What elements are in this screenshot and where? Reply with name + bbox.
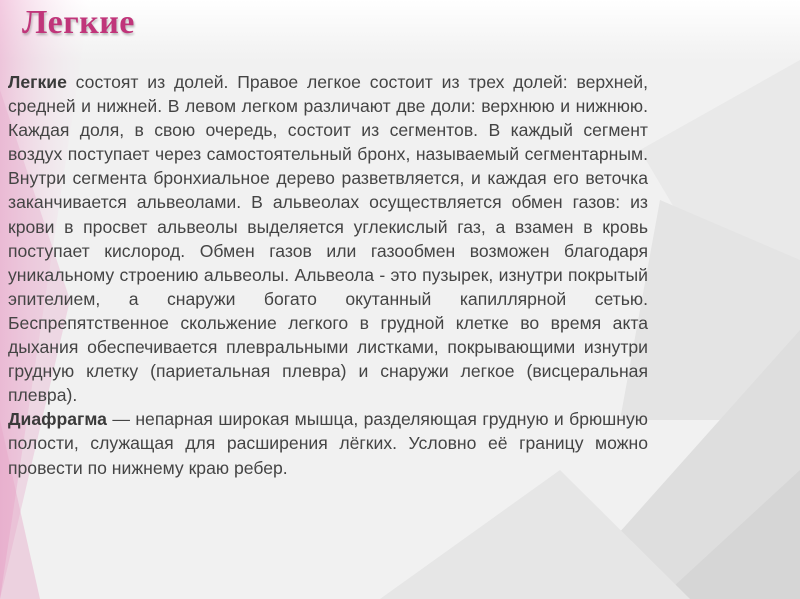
slide-body	[8, 70, 648, 480]
paragraph-lungs	[8, 70, 648, 407]
paragraph-lungs-text: состоят из долей. Правое легкое состоит из трех долей: верхней, средней и нижней. В левом легком различают две доли: верхнюю и нижнюю. Каждая доля, в свою очередь, состоит из сегментов. В каждый сегмент воздух поступает через самостоятельный бронх, называемый сегментарным. Внутри сегмента бронхиальное дерево разветвляется, и каждая его веточка заканчивается альвеолами. В альвеолах осуществляется обмен газов: из крови в просвет альвеолы выделяется углекислый газ, а взамен в кровь поступает кислород. Обмен газов или газообмен возможен благодаря уникальному строению альвеолы. Альвеола - это пузырек, изнутри покрытый эпителием, а снаружи богато окутанный капиллярной сетью. Беспрепятственное скольжение легкого в грудной клетке во время акта дыхания обеспечивается плевральными листками, покрывающими изнутри грудную клетку (париетальная плевра) и снаружи легкое (висцеральная плевра).	[8, 72, 648, 406]
paragraph-diaphragm-text: — непарная широкая мышца, разделяющая грудную и брюшную полости, служащая для расширения лёгких. Условно её границу можно провести по нижнему краю ребер.	[8, 409, 648, 478]
slide-title: Легкие	[22, 4, 135, 41]
paragraph-diaphragm	[8, 407, 648, 479]
term-lungs: Легкие	[8, 72, 67, 92]
term-diaphragm: Диафрагма	[8, 409, 107, 430]
